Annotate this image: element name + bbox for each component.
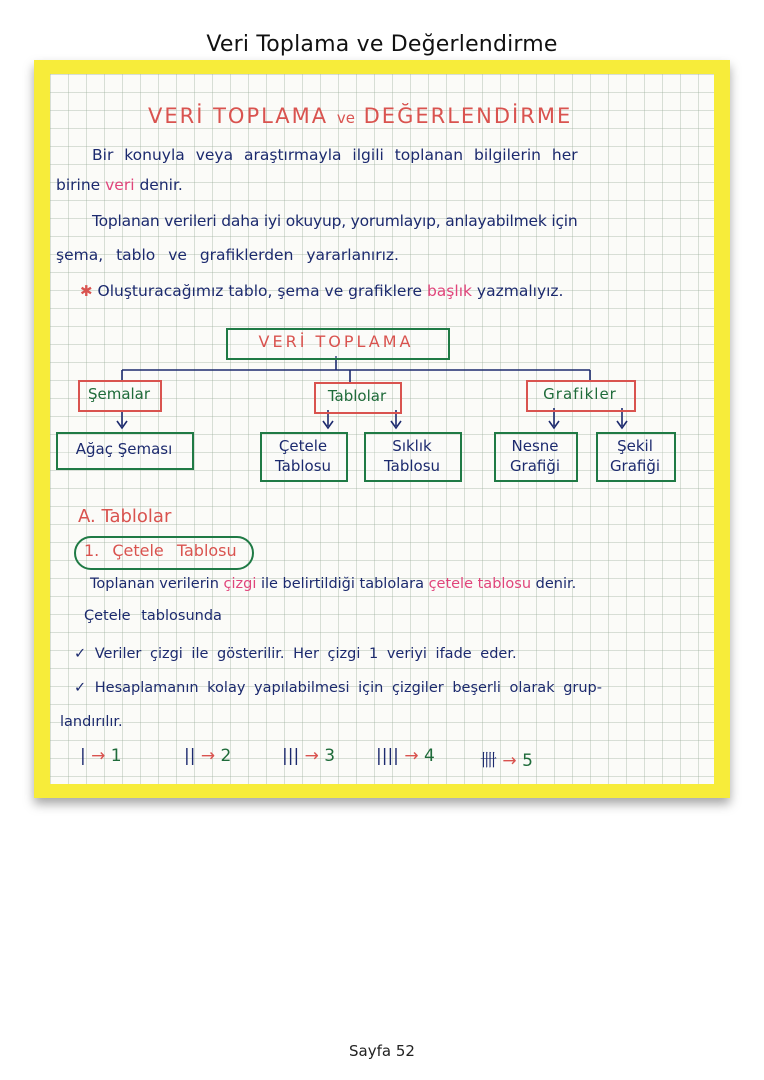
paragraph-1-line-1: Bir konuyla veya araştırmayla ilgili toplanan bilgilerin her xyxy=(92,146,578,164)
heading-left: VERİ TOPLAMA xyxy=(148,104,329,128)
paragraph-2-line-2: şema, tablo ve grafiklerden yararlanırız. xyxy=(56,246,399,264)
page-title: Veri Toplama ve Değerlendirme xyxy=(206,32,558,57)
heading-mid: ve xyxy=(336,109,355,127)
tally-2: || → 2 xyxy=(184,746,232,766)
diagram-root-label: VERİ TOPLAMA xyxy=(258,332,414,351)
check-item-2-continued: landırılır. xyxy=(60,714,123,730)
term-veri: veri xyxy=(105,176,135,194)
diagram-leaf-agac: Ağaç Şeması xyxy=(75,440,173,458)
diagram-cat-tablolar: Tablolar xyxy=(327,387,387,405)
tally-4: |||| → 4 xyxy=(376,746,435,766)
tally-3: ||| → 3 xyxy=(282,746,336,766)
paragraph-2-line-1: Toplanan verileri daha iyi okuyup, yorumlayıp, anlayabilmek için xyxy=(92,212,578,230)
notebook-page xyxy=(50,74,714,784)
check-item-1: ✓ Veriler çizgi ile gösterilir. Her çizgi 1 veriyi ifade eder. xyxy=(74,646,517,662)
paragraph-1-line-2: birine veri denir. xyxy=(56,176,183,194)
page-number: Sayfa 52 xyxy=(349,1042,415,1060)
diagram-leaf-nesne: Nesne Grafiği xyxy=(509,437,561,475)
diagram-cat-grafikler: Grafikler xyxy=(543,385,617,403)
paragraph-3: ✱ Oluşturacağımız tablo, şema ve grafiklere başlık yazmalıyız. xyxy=(80,282,564,300)
definition-line-1: Toplanan verilerin çizgi ile belirtildiği tablolara çetele tablosu denir. xyxy=(90,576,577,592)
diagram-cat-semalar: Şemalar xyxy=(87,385,151,403)
heading-right: DEĞERLENDİRME xyxy=(363,104,573,128)
definition-line-2: Çetele tablosunda xyxy=(84,608,222,624)
diagram-leaf-siklik: Sıklık Tablosu xyxy=(383,437,441,475)
yellow-frame xyxy=(34,60,730,798)
star-icon: ✱ xyxy=(80,282,93,300)
check-item-2: ✓ Hesaplamanın kolay yapılabilmesi için çizgiler beşerli olarak grup- xyxy=(74,680,602,696)
section-1-heading: 1. Çetele Tablosu xyxy=(84,541,237,560)
section-a-heading: A. Tablolar xyxy=(78,506,172,527)
term-baslik: başlık xyxy=(426,282,472,300)
tally-1: | → 1 xyxy=(80,746,122,766)
diagram-leaf-sekil: Şekil Grafiği xyxy=(609,437,661,475)
tally-5: 卌 → 5 xyxy=(480,751,533,771)
diagram-leaf-cetele: Çetele Tablosu xyxy=(274,437,332,475)
